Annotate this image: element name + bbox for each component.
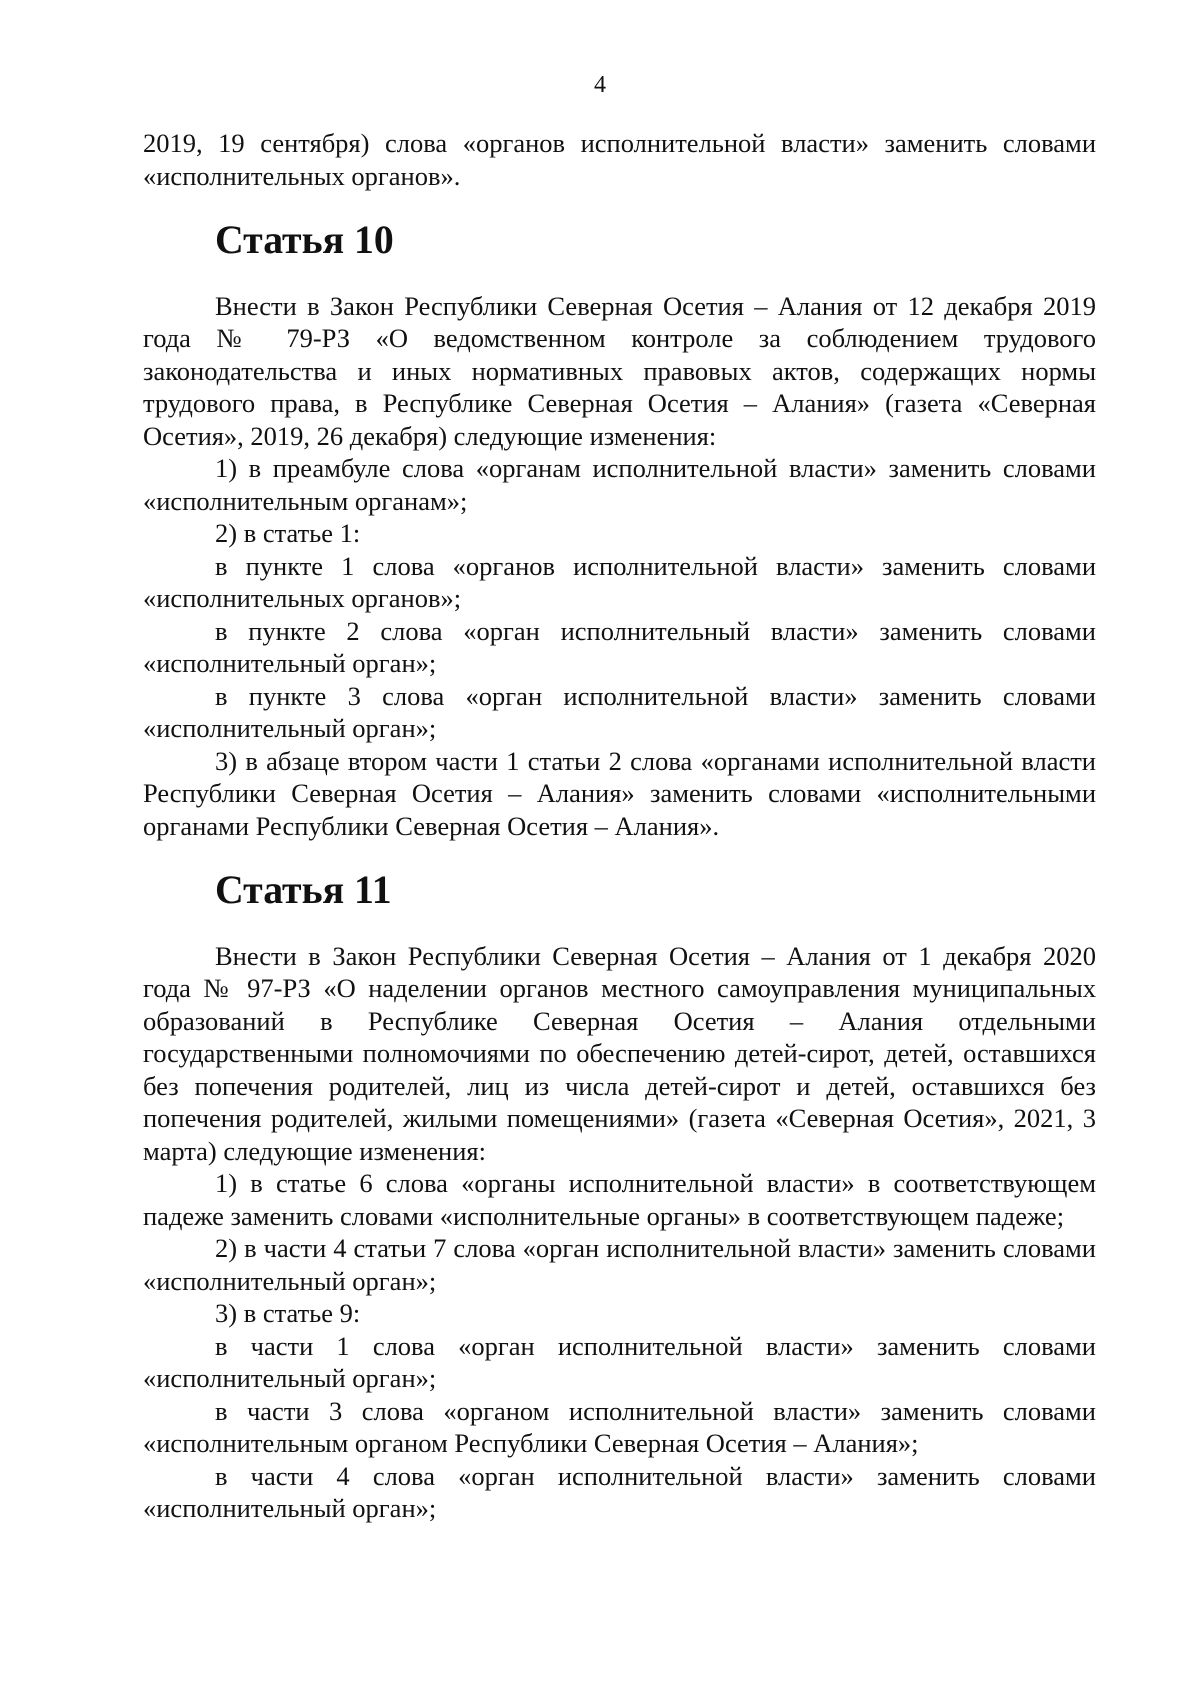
article-11-item-3-part-3: в части 3 слова «органом исполнительной власти» заменить словами «исполнительным органом Республики Северная Осетия – Алания»; (143, 1395, 1096, 1458)
article-10-item-2-point-3: в пункте 3 слова «орган исполнительной власти» заменить словами «исполнительный орган»; (143, 680, 1096, 743)
page-number: 4 (594, 72, 606, 98)
document-body (143, 127, 1096, 1525)
article-10-item-1: 1) в преамбуле слова «органам исполнительной власти» заменить словами «исполнительным органам»; (143, 453, 1096, 516)
article-10-item-2-point-2: в пункте 2 слова «орган исполнительный власти» заменить словами «исполнительный орган»; (143, 615, 1096, 678)
article-11-item-2: 2) в части 4 статьи 7 слова «орган исполнительной власти» заменить словами «исполнительный орган»; (143, 1233, 1096, 1296)
article-11-item-1: 1) в статье 6 слова «органы исполнительной власти» в соответствующем падеже заменить словами «исполнительные органы» в соответствующем падеже; (143, 1168, 1096, 1231)
article-10-title: Статья 10 (215, 218, 394, 262)
article-11-item-3: 3) в статье 9: (215, 1298, 361, 1328)
article-11-title: Статья 11 (215, 868, 392, 912)
article-10-item-2-point-1: в пункте 1 слова «органов исполнительной власти» заменить словами «исполнительных органов»; (143, 550, 1096, 613)
article-10-item-3: 3) в абзаце втором части 1 статьи 2 слова «органами исполнительной власти Республики Северная Осетия – Алания» заменить словами «исполнительными органами Республики Северная Осетия – Алания». (143, 745, 1096, 841)
article-11-item-3-part-1: в части 1 слова «орган исполнительной власти» заменить словами «исполнительный орган»; (143, 1330, 1096, 1393)
article-10-item-2: 2) в статье 1: (215, 518, 361, 548)
article-10-preamble: Внести в Закон Республики Северная Осетия – Алания от 12 декабря 2019 года № 79-РЗ «О ведомственном контроле за соблюдением трудового законодательства и иных нормативных правовых актов, содержащих нормы трудового права, в Республике Северная Осетия – Алания» (газета «Северная Осетия», 2019, 26 декабря) следующие изменения: (143, 290, 1096, 451)
article-11-item-3-part-4: в части 4 слова «орган исполнительной власти» заменить словами «исполнительный орган»; (143, 1460, 1096, 1523)
article-11-preamble: Внести в Закон Республики Северная Осетия – Алания от 1 декабря 2020 года № 97-РЗ «О наделении органов местного самоуправления муниципальных образований в Республике Северная Осетия – Алания отдельными государственными полномочиями по обеспечению детей-сирот, детей, оставшихся без попечения родителей, лиц из числа детей-сирот и детей, оставшихся без попечения родителей, жилыми помещениями» (газета «Северная Осетия», 2021, 3 марта) следующие изменения: (143, 940, 1096, 1166)
intro-paragraph: 2019, 19 сентября) слова «органов исполнительной власти» заменить словами «исполнительных органов». (143, 128, 1096, 191)
